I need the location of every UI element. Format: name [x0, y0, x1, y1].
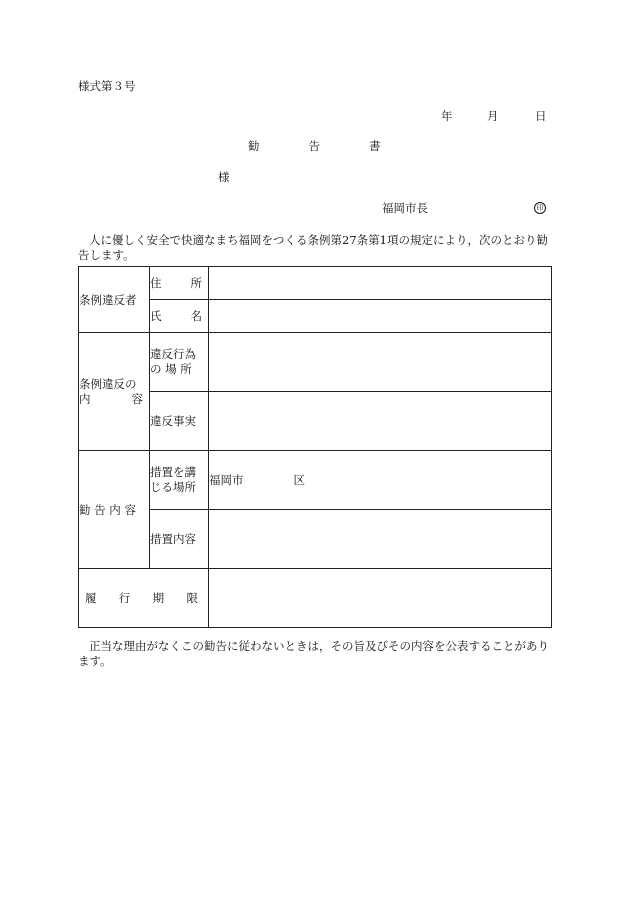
ward-label: 区 — [293, 473, 305, 487]
measure-content-label: 措置内容 — [150, 510, 209, 569]
deadline-label: 履 行 期 限 — [79, 569, 209, 628]
advice-content-label: 勧 告 内 容 — [79, 451, 150, 569]
measure-place-label: 措置を講 じる場所 — [150, 451, 209, 510]
deadline-field[interactable] — [209, 569, 552, 628]
violator-label: 条例違反者 — [79, 267, 150, 333]
measure-place-field[interactable] — [209, 451, 552, 510]
address-field[interactable] — [209, 267, 552, 300]
date-day-label: 日 — [535, 109, 547, 123]
advice-table — [78, 266, 552, 628]
violation-place-label: 違反行為 の 場 所 — [150, 333, 209, 392]
violation-facts-label: 違反事実 — [150, 392, 209, 451]
date-month-label: 月 — [487, 109, 499, 123]
name-field[interactable] — [209, 300, 552, 333]
seal-mark: 印 — [534, 202, 546, 214]
table-row — [79, 300, 552, 333]
violation-facts-field[interactable] — [209, 392, 552, 451]
title-char: 告 — [308, 139, 320, 153]
table-row — [79, 267, 552, 300]
table-row — [79, 333, 552, 392]
form-number: 様式第３号 — [78, 79, 136, 93]
issuer-name: 福岡市長 — [382, 201, 428, 215]
table-row — [79, 392, 552, 451]
violation-label: 条例違反の 内 容 — [79, 333, 150, 451]
intro-paragraph: 人に優しく安全で快適なまち福岡をつくる条例第27条第1項の規定により，次のとおり勧告します。 — [78, 233, 548, 262]
addressee-suffix: 様 — [218, 170, 230, 184]
title-char: 勧 — [248, 139, 260, 153]
violation-place-field[interactable] — [209, 333, 552, 392]
table-row — [79, 510, 552, 569]
table-row — [79, 569, 552, 628]
address-label: 住 所 — [150, 267, 209, 300]
city-label: 福岡市 — [209, 473, 244, 487]
notice-paragraph: 正当な理由がなくこの勧告に従わないときは，その旨及びその内容を公表することがあります。 — [78, 639, 549, 668]
document-title — [248, 141, 381, 153]
measure-content-field[interactable] — [209, 510, 552, 569]
table-row — [79, 451, 552, 510]
title-char: 書 — [369, 139, 381, 153]
name-label: 氏 名 — [150, 300, 209, 333]
date-year-label: 年 — [441, 109, 453, 123]
